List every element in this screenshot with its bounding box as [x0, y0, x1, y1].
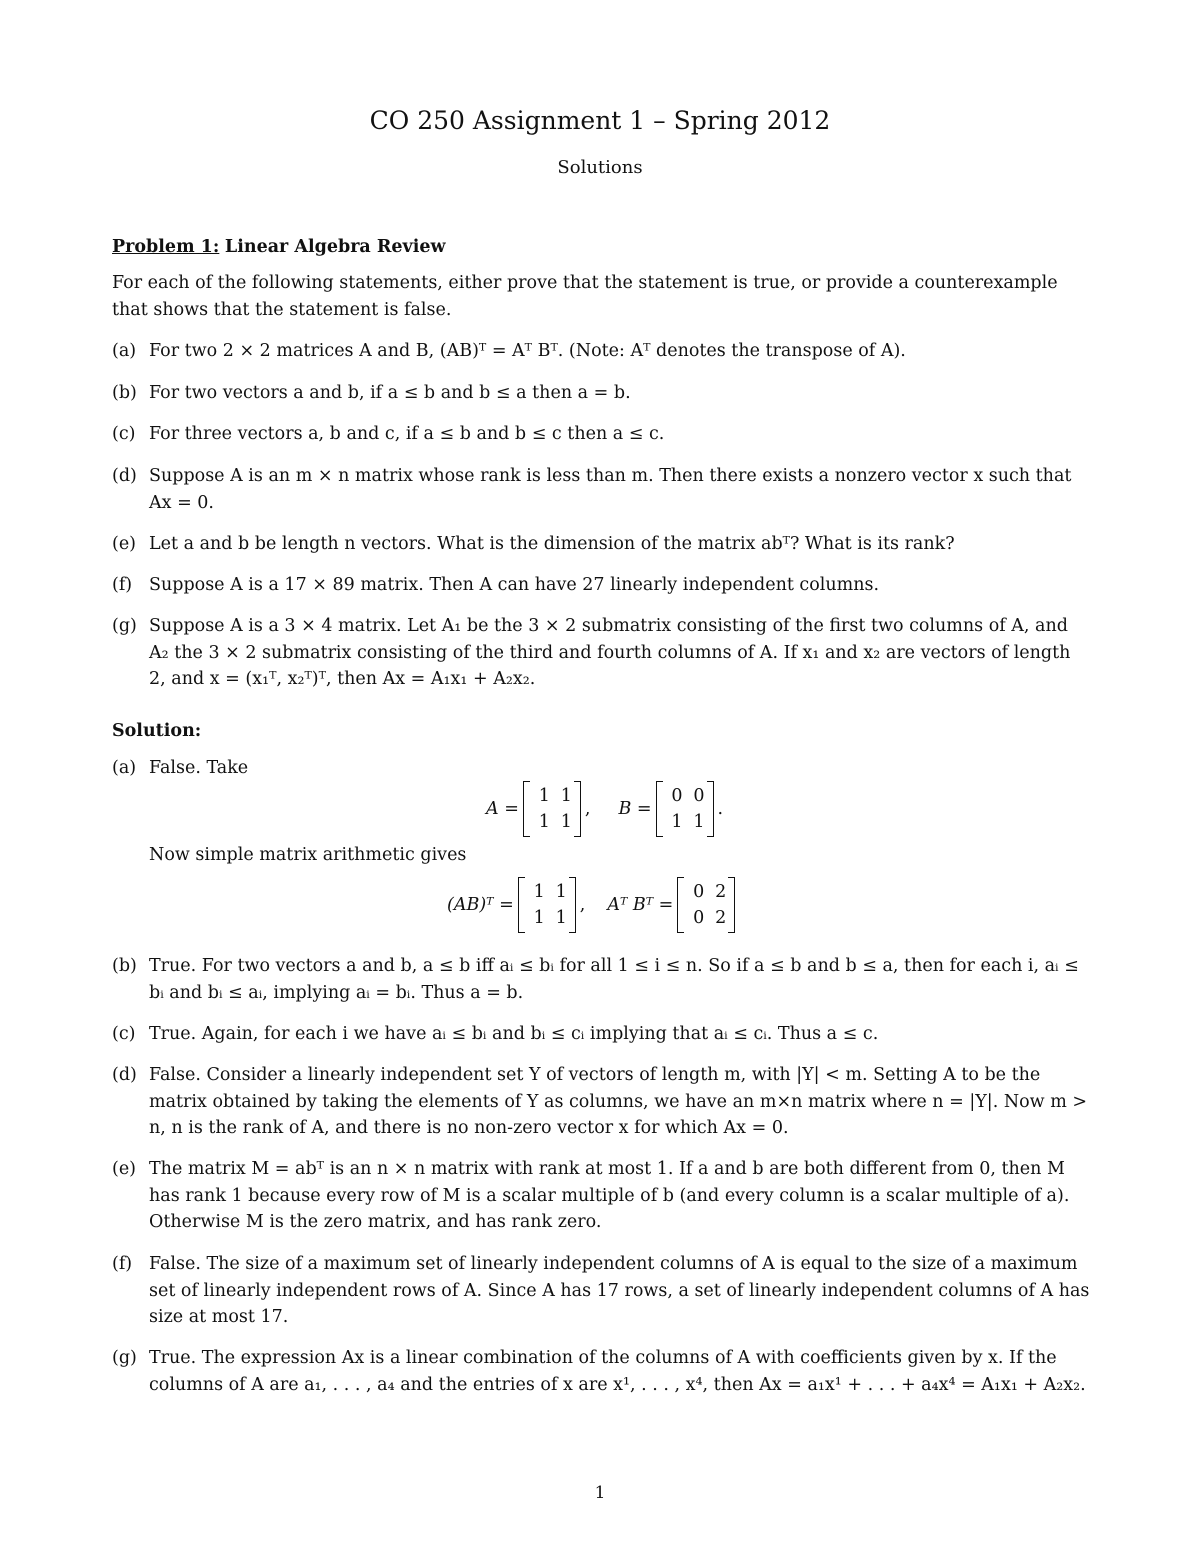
matrix-equation-products [447, 880, 739, 930]
item-label: (d) [112, 466, 137, 486]
problem-heading [112, 234, 1092, 261]
problem-intro: For each of the following statements, either prove that the statement is true, or provide a counterexample that shows that the statement is false. [112, 273, 1058, 320]
period: . [717, 799, 724, 819]
matrix-entry: 0 [693, 882, 705, 902]
item-text: Suppose A is a 17 × 89 matrix. Then A can have 27 linearly independent columns. [149, 575, 880, 595]
item-label: (g) [112, 1348, 137, 1368]
document-subtitle: Solutions [557, 157, 643, 178]
item-text: The matrix M = abᵀ is an n × n matrix with rank at most 1. If a and b are both different from 0, then M has rank 1 because every row of M is a scalar multiple of b (and every column is a scalar multiple of a). Otherwise M is the zero matrix, and has rank zero. [149, 1159, 1070, 1232]
abt-label: (AB)ᵀ = [447, 895, 514, 915]
item-label: (f) [112, 575, 133, 595]
item-text: False. The size of a maximum set of linearly independent columns of A is equal to the size of a maximum set of linearly independent rows of A. Since A has 17 rows, a set of linearly independent columns of A has size at most 17. [149, 1254, 1090, 1327]
comma: , [584, 799, 591, 819]
item-text: True. Again, for each i we have aᵢ ≤ bᵢ and bᵢ ≤ cᵢ implying that aᵢ ≤ cᵢ. Thus a ≤ c. [149, 1024, 879, 1044]
matrix-atbt [677, 880, 735, 930]
matrix-b-label: B = [618, 799, 652, 819]
solution-heading: Solution: [112, 721, 202, 741]
atbt-label: Aᵀ Bᵀ = [607, 895, 674, 915]
matrix-entry: 2 [715, 908, 727, 928]
matrix-abt [518, 880, 576, 930]
item-text: For two vectors a and b, if a ≤ b and b ≤ a then a = b. [149, 383, 631, 403]
item-label: (c) [112, 424, 136, 444]
item-text: False. Consider a linearly independent set Y of vectors of length m, with |Y| < m. Setting A to be the matrix obtained by taking the elements of Y as columns, we have an m×n matrix where n = |Y|. Now m > n, n is the rank of A, and there is no non-zero vector x for which Ax = 0. [149, 1065, 1088, 1138]
problem-name: Linear Algebra Review [224, 237, 446, 257]
matrix-entry: 1 [533, 882, 545, 902]
matrix-entry: 1 [693, 812, 705, 832]
problem-label: Problem 1: [112, 237, 220, 257]
matrix-entry: 1 [560, 812, 572, 832]
matrix-entry: 1 [560, 786, 572, 806]
matrix-entry: 1 [538, 812, 550, 832]
item-label: (f) [112, 1254, 133, 1274]
matrix-entry: 0 [693, 908, 705, 928]
comma: , [579, 895, 586, 915]
item-label: (e) [112, 1159, 137, 1179]
item-label: (e) [112, 534, 137, 554]
matrix-entry: 1 [538, 786, 550, 806]
matrix-equation-ab [486, 784, 723, 834]
item-text: True. For two vectors a and b, a ≤ b iff aᵢ ≤ bᵢ for all 1 ≤ i ≤ n. So if a ≤ b and b ≤ a, then for each i, aᵢ ≤ bᵢ and bᵢ ≤ aᵢ, implying aᵢ = bᵢ. Thus a = b. [149, 956, 1079, 1003]
page-number: 1 [594, 1483, 606, 1503]
matrix-entry: 1 [555, 882, 567, 902]
item-text: False. Take [149, 758, 249, 778]
item-label: (g) [112, 616, 137, 636]
item-text: True. The expression Ax is a linear combination of the columns of A with coefficients given by x. If the columns of A are a₁, . . . , a₄ and the entries of x are x¹, . . . , x⁴, then Ax = a₁x¹ + . . . + a₄x⁴ = A₁x₁ + A₂x₂. [149, 1348, 1086, 1395]
matrix-entry: 1 [533, 908, 545, 928]
document-title: CO 250 Assignment 1 – Spring 2012 [369, 106, 831, 135]
matrix-entry: 2 [715, 882, 727, 902]
item-label: (a) [112, 341, 137, 361]
matrix-a-label: A = [486, 799, 519, 819]
matrix-entry: 0 [671, 786, 683, 806]
item-label: (b) [112, 956, 137, 976]
item-label: (b) [112, 383, 137, 403]
matrix-entry: 1 [671, 812, 683, 832]
item-label: (c) [112, 1024, 136, 1044]
item-label: (a) [112, 758, 137, 778]
item-text: Suppose A is a 3 × 4 matrix. Let A₁ be the 3 × 2 submatrix consisting of the first two columns of A, and A₂ the 3 × 2 submatrix consisting of the third and fourth columns of A. If x₁ and x₂ are vectors of length 2, and x = (x₁ᵀ, x₂ᵀ)ᵀ, then Ax = A₁x₁ + A₂x₂. [149, 616, 1071, 689]
matrix-b [656, 784, 714, 834]
matrix-entry: 1 [555, 908, 567, 928]
matrix-a [523, 784, 581, 834]
item-text: For three vectors a, b and c, if a ≤ b and b ≤ c then a ≤ c. [149, 424, 665, 444]
item-text: Let a and b be length n vectors. What is the dimension of the matrix abᵀ? What is its rank? [149, 534, 955, 554]
item-label: (d) [112, 1065, 137, 1085]
item-text: Now simple matrix arithmetic gives [149, 845, 467, 865]
item-text: For two 2 × 2 matrices A and B, (AB)ᵀ = Aᵀ Bᵀ. (Note: Aᵀ denotes the transpose of A). [149, 341, 906, 361]
item-text: Suppose A is an m × n matrix whose rank is less than m. Then there exists a nonzero vector x such that Ax = 0. [149, 466, 1072, 513]
matrix-entry: 0 [693, 786, 705, 806]
